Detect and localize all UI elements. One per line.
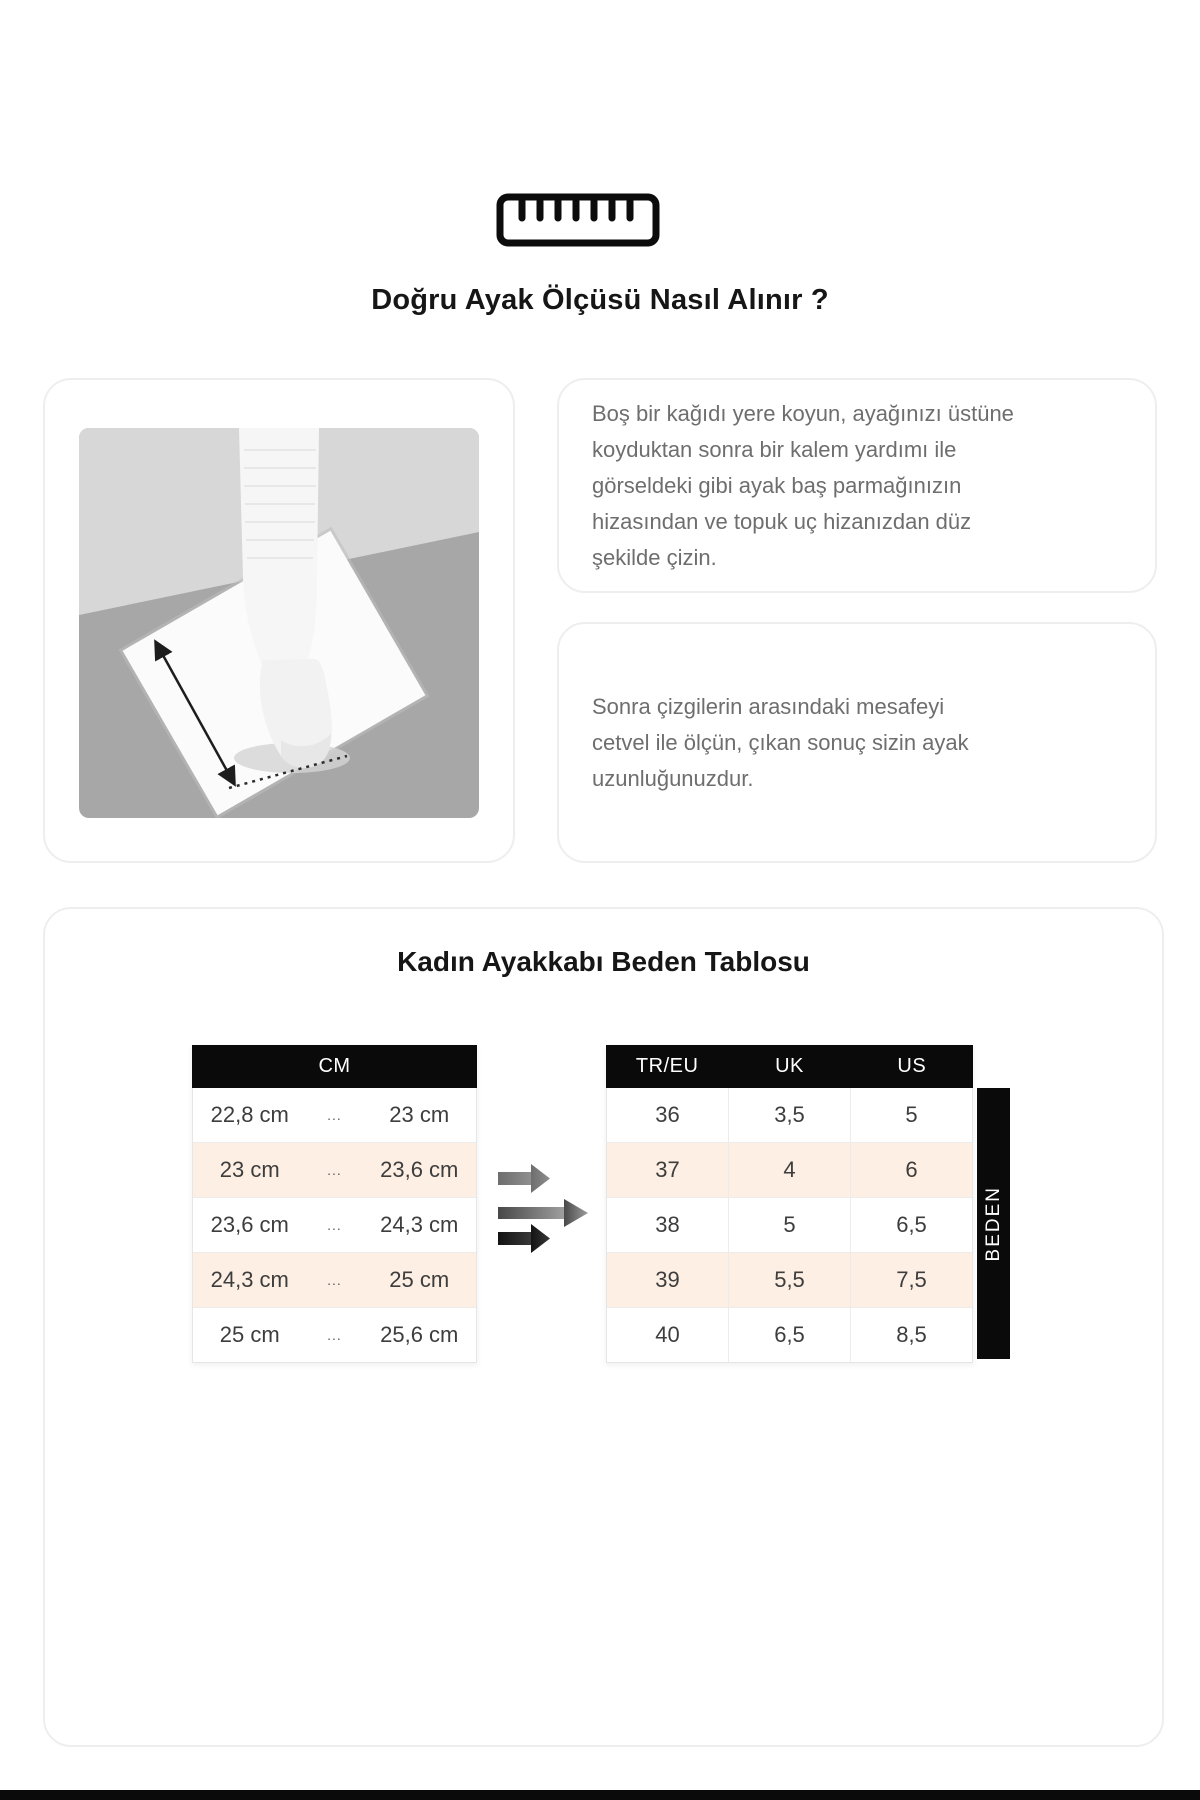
cm-to-value: 24,3 cm xyxy=(380,1212,459,1237)
cm-from-value: 24,3 cm xyxy=(210,1267,289,1292)
step2-text-line: cetvel ile ölçün, çıkan sonuç sizin ayak xyxy=(592,729,969,755)
uk-size: 3,5 xyxy=(728,1088,850,1142)
size-guide-title: Kadın Ayakkabı Beden Tablosu xyxy=(397,946,810,977)
sock-leg xyxy=(239,428,319,668)
tr-eu-size: 37 xyxy=(655,1157,680,1182)
cm-from-value: 23,6 cm xyxy=(210,1212,289,1237)
uk-size: 6,5 xyxy=(728,1308,850,1362)
size-table-header xyxy=(606,1045,973,1088)
ruler-icon xyxy=(495,192,661,248)
cm-header-label: CM xyxy=(318,1055,351,1077)
step1-text-line: şekilde çizin. xyxy=(592,544,717,570)
cm-range-dots: ... xyxy=(327,1327,342,1343)
instruction-step2-card xyxy=(557,622,1157,863)
size-conversion-table xyxy=(606,1045,973,1363)
cm-range-dots: ... xyxy=(327,1217,342,1233)
us-size: 6,5 xyxy=(850,1198,972,1252)
cm-to-value: 25,6 cm xyxy=(380,1322,459,1347)
cm-from-value: 25 cm xyxy=(219,1322,280,1347)
page-title: Doğru Ayak Ölçüsü Nasıl Alınır ? xyxy=(371,284,829,316)
size-header-label: UK xyxy=(775,1055,804,1077)
size-table-row xyxy=(607,1088,972,1143)
tr-eu-size: 36 xyxy=(655,1102,680,1127)
tr-eu-size: 40 xyxy=(655,1322,680,1347)
uk-size: 4 xyxy=(728,1143,850,1197)
uk-size: 5,5 xyxy=(728,1253,850,1307)
size-header-label: TR/EU xyxy=(635,1055,699,1077)
us-size: 6 xyxy=(850,1143,972,1197)
step1-text-line: hizasından ve topuk uç hizanızdan düz xyxy=(592,508,972,534)
size-table-row xyxy=(607,1253,972,1308)
beden-label: BEDEN xyxy=(982,1185,1004,1262)
arrow-middle xyxy=(498,1199,588,1227)
cm-table-row xyxy=(193,1088,476,1143)
cm-table-header xyxy=(192,1045,477,1088)
size-header-label: US xyxy=(897,1055,927,1077)
cm-to-value: 23,6 cm xyxy=(380,1157,459,1182)
cm-range-dots: ... xyxy=(327,1272,342,1288)
cm-from-value: 23 cm xyxy=(219,1157,280,1182)
step2-text-line: uzunluğunuzdur. xyxy=(592,765,754,791)
beden-side-bar xyxy=(977,1088,1010,1359)
size-table-body xyxy=(606,1088,973,1363)
size-table-row xyxy=(607,1308,972,1362)
bottom-bar xyxy=(0,1790,1200,1800)
size-table-row xyxy=(607,1198,972,1253)
instruction-step1-card xyxy=(557,378,1157,593)
tr-eu-size: 38 xyxy=(655,1212,680,1237)
measurement-photo-card xyxy=(43,378,515,863)
cm-table-row xyxy=(193,1253,476,1308)
cm-table-body xyxy=(192,1088,477,1363)
cm-table-row xyxy=(193,1198,476,1253)
cm-range-dots: ... xyxy=(327,1107,342,1123)
step1-text-line: Boş bir kağıdı yere koyun, ayağınızı üstüne xyxy=(592,400,1014,426)
cm-table xyxy=(192,1045,477,1363)
size-table-row xyxy=(607,1143,972,1198)
cm-from-value: 22,8 cm xyxy=(210,1102,289,1127)
cm-to-value: 25 cm xyxy=(389,1267,450,1292)
step1-text-line: koyduktan sonra bir kalem yardımı ile xyxy=(592,436,957,462)
us-size: 7,5 xyxy=(850,1253,972,1307)
tr-eu-size: 39 xyxy=(655,1267,680,1292)
cm-to-value: 23 cm xyxy=(389,1102,450,1127)
arrow-top xyxy=(498,1164,550,1193)
arrow-bottom xyxy=(498,1224,550,1253)
uk-size: 5 xyxy=(728,1198,850,1252)
cm-table-row xyxy=(193,1308,476,1362)
cm-table-row xyxy=(193,1143,476,1198)
foot-measurement-photo xyxy=(79,428,479,818)
step1-text-line: görseldeki gibi ayak baş parmağınızın xyxy=(592,472,962,498)
us-size: 8,5 xyxy=(850,1308,972,1362)
us-size: 5 xyxy=(850,1088,972,1142)
step2-text-line: Sonra çizgilerin arasındaki mesafeyi xyxy=(592,693,945,719)
conversion-arrows-icon xyxy=(495,1160,595,1255)
cm-range-dots: ... xyxy=(327,1162,342,1178)
